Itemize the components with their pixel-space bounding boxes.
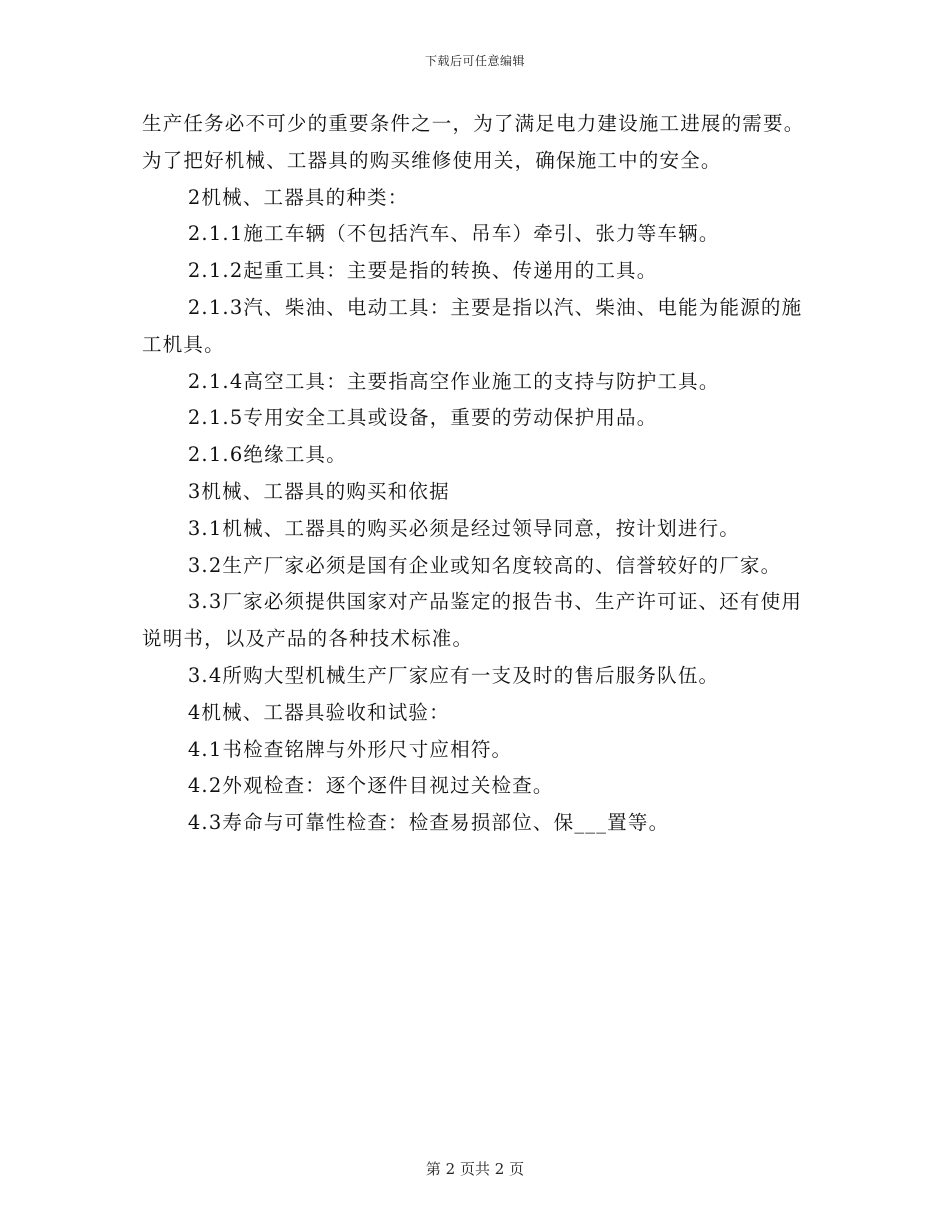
paragraph: 2.1.1施工车辆（不包括汽车、吊车）牵引、张力等车辆。	[187, 222, 720, 246]
paragraph: 4机械、工器具验收和试验：	[187, 700, 450, 724]
paragraph: 生产任务必不可少的重要条件之一，为了满足电力建设施工进展的需要。为了把好机械、工器具的购买维修使用关，确保施工中的安全。	[142, 112, 805, 172]
document-body	[142, 106, 814, 842]
paragraph: 2机械、工器具的种类：	[187, 185, 409, 209]
paragraph: 2.1.3汽、柴油、电动工具：主要是指以汽、柴油、电能为能源的施工机具。	[142, 295, 803, 356]
page-footer: 第 2 页共 2 页	[425, 1160, 525, 1178]
paragraph: 4.3寿命与可靠性检查：检查易损部位、保___置等。	[187, 811, 670, 835]
paragraph: 2.1.4高空工具：主要指高空作业施工的支持与防护工具。	[187, 369, 720, 393]
paragraph: 3.2生产厂家必须是国有企业或知名度较高的、信誉较好的厂家。	[187, 553, 782, 577]
paragraph: 3.1机械、工器具的购买必须是经过领导同意，按计划进行。	[187, 516, 740, 540]
page-header: 下载后可任意编辑	[424, 54, 525, 68]
paragraph: 2.1.6绝缘工具。	[187, 443, 347, 467]
paragraph: 2.1.5专用安全工具或设备，重要的劳动保护用品。	[187, 406, 658, 430]
paragraph: 3.4所购大型机械生产厂家应有一支及时的售后服务队伍。	[187, 663, 720, 687]
paragraph: 2.1.2起重工具：主要是指的转换、传递用的工具。	[187, 259, 658, 283]
paragraph: 3.3厂家必须提供国家对产品鉴定的报告书、生产许可证、还有使用说明书，以及产品的各种技术标准。	[142, 590, 803, 651]
paragraph: 4.2外观检查：逐个逐件目视过关检查。	[187, 774, 554, 798]
paragraph: 3机械、工器具的购买和依据	[187, 479, 450, 503]
paragraph: 4.1书检查铭牌与外形尺寸应相符。	[187, 737, 513, 761]
